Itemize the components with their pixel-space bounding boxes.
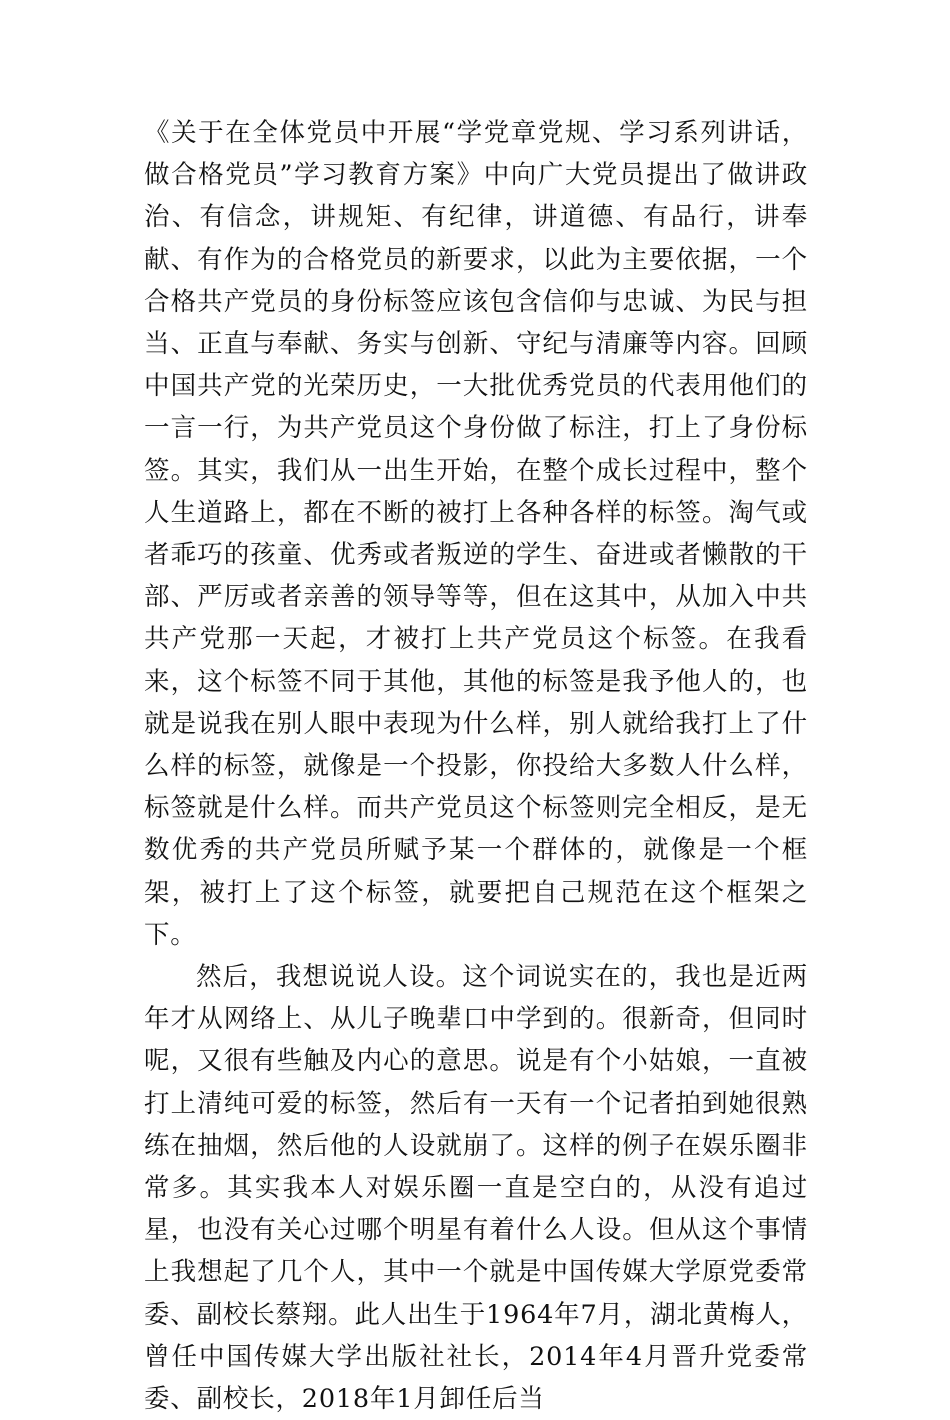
document-page <box>144 112 808 1420</box>
paragraph-2: 然后，我想说说人设。这个词说实在的，我也是近两年才从网络上、从儿子晚辈口中学到的。很新奇，但同时呢，又很有些触及内心的意思。说是有个小姑娘，一直被打上清纯可爱的标签，然后有一天有一个记者拍到她很熟练在抽烟，然后他的人设就崩了。这样的例子在娱乐圈非常多。其实我本人对娱乐圈一直是空白的，从没有追过星，也没有关心过哪个明星有着什么人设。但从这个事情上我想起了几个人，其中一个就是中国传媒大学原党委常委、副校长蔡翔。此人出生于1964年7月，湖北黄梅人，曾任中国传媒大学出版社社长，2014年4月晋升党委常委、副校长，2018年1月卸任后当 <box>144 962 808 1415</box>
paragraph-1: 《关于在全体党员中开展“学党章党规、学习系列讲话，做合格党员”学习教育方案》中向广大党员提出了做讲政治、有信念，讲规矩、有纪律，讲道德、有品行，讲奉献、有作为的合格党员的新要求，以此为主要依据，一个合格共产党员的身份标签应该包含信仰与忠诚、为民与担当、正直与奉献、务实与创新、守纪与清廉等内容。回顾中国共产党的光荣历史，一大批优秀党员的代表用他们的一言一行，为共产党员这个身份做了标注，打上了身份标签。其实，我们从一出生开始，在整个成长过程中，整个人生道路上，都在不断的被打上各种各样的标签。淘气或者乖巧的孩童、优秀或者叛逆的学生、奋进或者懒散的干部、严厉或者亲善的领导等等，但在这其中，从加入中共共产党那一天起，才被打上共产党员这个标签。在我看来，这个标签不同于其他，其他的标签是我予他人的，也就是说我在别人眼中表现为什么样，别人就给我打上了什么样的标签，就像是一个投影，你投给大多数人什么样，标签就是什么样。而共产党员这个标签则完全相反，是无数优秀的共产党员所赋予某一个群体的，就像是一个框架，被打上了这个标签，就要把自己规范在这个框架之下。 <box>144 118 808 950</box>
